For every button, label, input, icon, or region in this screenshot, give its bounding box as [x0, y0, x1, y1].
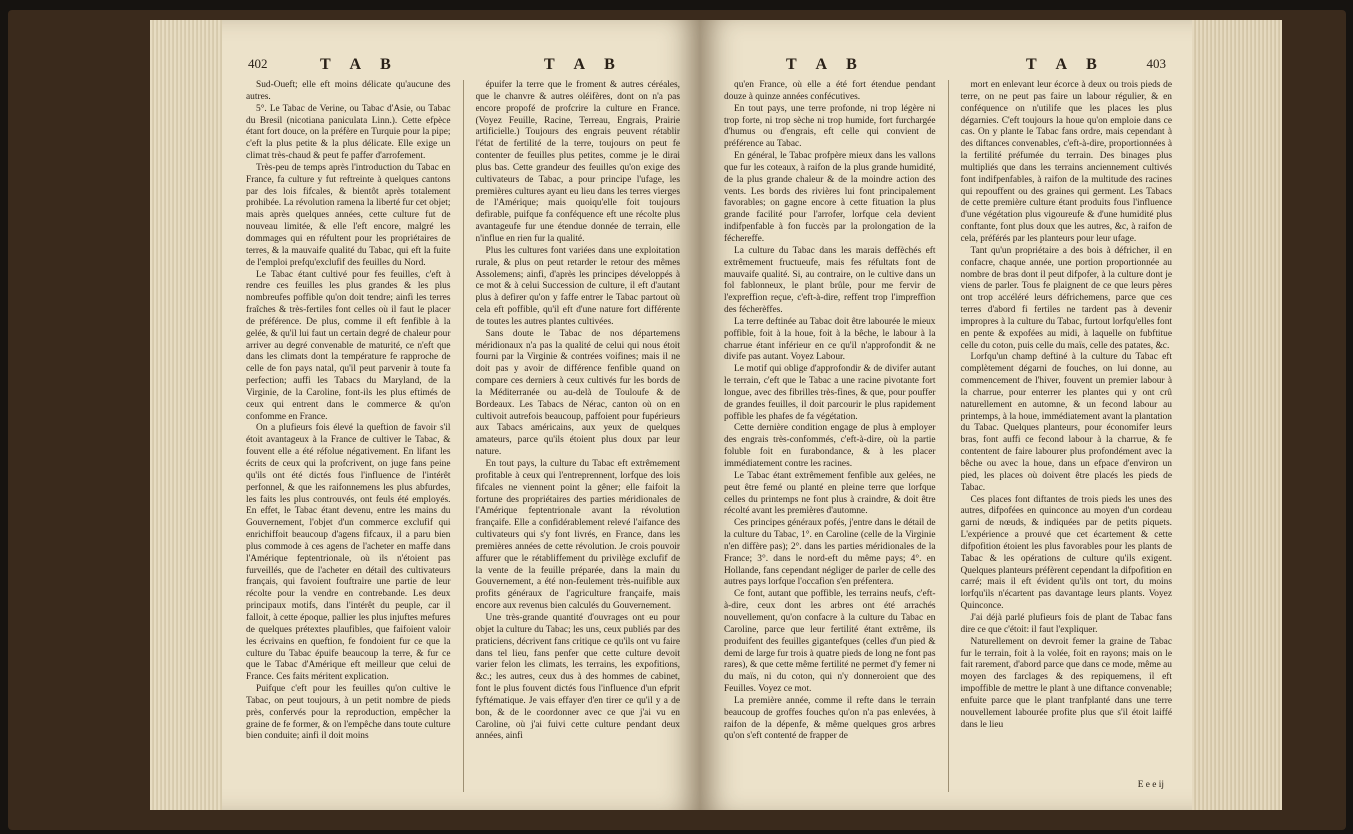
paragraph: Tant qu'un propriétaire a des bois à défricher, il en confacre, chaque année, une portion proportionnée au nombre de bras dont il peut difpofer, à la culture dont je viens de parler. Tous fe plaignent de ce que leurs pères ont trop accéléré leurs défrichemens, parce que ces terres d'abord fi fertiles ne tardent pas à devenir impropres à la culture du Tabac, furtout lorfqu'elles font en pente & expofées au midi, à laquelle on fubftitue celle du coton, puis celle du maïs, celle des patates, &c. — [960, 245, 1172, 351]
paragraph: En tout pays, la culture du Tabac eft extrêmement profitable à ceux qui l'entreprennent, lorfque des lois fifcales ne viennent point la gêner; elle faifoit la fortune des propriétaires des parties méridionales de l'Amérique feptentrionale avant la révolution françaife. Elle a confidérablement relevé l'aifance des cultivateurs qui s'y font livrés, en France, dans les premières années de cette révolution. Je crois pouvoir affurer que le rétabliffement du privilège exclufif de la vente de la feuille préparée, dans la main du Gouvernement, a été non-feulement très-nuifible aux profits généraux de l'agriculture françaife, mais encore aux revenus bien calculés du Gouvernement. — [475, 459, 680, 612]
page-number: 403 — [1146, 56, 1166, 71]
paragraph: Sud-Oueft; elle eft moins délicate qu'aucune des autres. — [246, 80, 451, 102]
running-head — [726, 56, 1166, 78]
paragraph: La terre deftinée au Tabac doit être labourée le mieux poffible, foit à la houe, foit à la bêche, le labour à la charrue étant inférieur en ce qu'il n'approfondit & ne divife pas autant. Voyez Labour. — [724, 316, 936, 363]
paragraph: Lorfqu'un champ deftiné à la culture du Tabac eft complètement dégarni de fouches, on lui donne, au commencement de l'hiver, fouvent un premier labour à la charrue, pour enterrer les plantes qui y ont crû naturellement en automne, & un fecond labour au printemps, à la houe, immédiatement avant la plantation du Tabac. Quelques planteurs, pour économifer leurs bras, font auffi ce fecond labour à la charrue, & fe contentent de faire labourer plus profondément avec la bêche ou avec la houe, dans un efpace d'environ un pied, les places où doivent être placés les pieds de Tabac. — [960, 352, 1172, 493]
paragraph: Ce font, autant que poffible, les terrains neufs, c'eft-à-dire, ceux dont les arbres ont été arrachés nouvellement, qu'on confacre à la culture du Tabac en Caroline, parce que leur fertilité étant extrême, ils produifent des feuilles gigantefques (celles d'un pied & demi de large fur trois à quatre pieds de long ne font pas rares), & que cette même fertilité ne permet d'y femer ni du maïs, ni du coton, qui n'y donneroient que des Feuilles. Voyez ce mot. — [724, 589, 936, 695]
headword: T A B — [320, 56, 399, 73]
paragraph: 5°. Le Tabac de Verine, ou Tabac d'Asie, ou Tabac du Bresil (nicotiana paniculata Linn.). Cette efpèce étant fort douce, on la préfère en Turquie pour la pipe; c'eft la plus petite & la plus délicate. Elle exige un climat très-chaud & peut fe paffer d'arrofement. — [246, 103, 451, 162]
text-columns — [724, 80, 1172, 792]
headword: T A B — [1026, 56, 1105, 73]
paragraph: Sans doute le Tabac de nos départemens méridionaux n'a pas la qualité de celui qui nous étoit fourni par la Virginie & contrées voifines; mais il ne doit pas y avoir de différence fenfible quand on compare ces derniers à ceux cultivés fur les bords de la Méditerranée ou au-delà de Touloufe & de Bordeaux. Les Tabacs de Nérac, canton où on en cultivoit autrefois beaucoup, paffoient pour fupérieurs aux Tabacs américains, aux yeux de quelques amateurs, parce qu'ils étoient plus doux par leur nature. — [475, 328, 680, 458]
paragraph: Plus les cultures font variées dans une exploitation rurale, & plus on peut retarder le retour des mêmes Assolemens; ainfi, d'après les principes développés à ce mot & à celui Succession de culture, il eft d'autant plus à defirer qu'on y faffe entrer le Tabac partout où cela eft poffible, qu'il eft d'une nature fort différente de toutes les autres plantes cultivées. — [475, 245, 680, 327]
paragraph: Cette dernière condition engage de plus à employer des engrais très-confommés, c'eft-à-dire, où la partie foluble foit en furabondance, & à les placer immédiatement contre les racines. — [724, 423, 936, 469]
paragraph: On a plufieurs fois élevé la queftion de favoir s'il étoit avantageux à la France de cultiver le Tabac, & fouvent elle a été réfolue négativement. En lifant les écrits de ceux qui la profcrivent, on juge fans peine qu'ils ont été dictés fous l'influence de l'intérêt perfonnel, & que les raifonnemens les plus abfurdes, les faits les plus controuvés, ont feuls été employés. En effet, le Tabac étant devenu, entre les mains du Gouvernement, l'objet d'un commerce exclufif qui enrichiffoit beaucoup d'agens fifcaux, il a paru bien plus commode à ces agens de l'acheter en maffe dans l'Amérique feptentrionale, où ils n'étoient pas furveillés, que de l'acheter en détail des cultivateurs français, qui favoient fouftraire une partie de leur récolte pour la vendre en contrebande. Les deux principaux motifs, dans l'intérêt du peuple, car il falloit, à cette époque, pallier les plus injuftes mefures de quelques prétextes plaufibles, que faifoient valoir les écrivains en queftion, fe fondoient fur ce que la culture du Tabac épuife beaucoup la terre, & fur ce que le Tabac d'Amérique eft meilleur que celui de France. Ces faits méritent explication. — [246, 423, 451, 683]
paragraph: J'ai déjà parlé plufieurs fois de plant de Tabac fans dire ce que c'étoit: il faut l'expliquer. — [960, 612, 1172, 635]
paragraph: La première année, comme il refte dans le terrain beaucoup de groffes fouches qu'on n'a pas enlevées, à raifon de la dépenfe, & même quelques gros arbres qu'on s'eft contenté de frapper de — [724, 695, 936, 742]
column-1 — [724, 80, 936, 792]
page-edges-right — [1192, 20, 1282, 810]
signature-mark: E e e ij — [1137, 780, 1164, 790]
column-2 — [961, 80, 1173, 792]
right-page — [700, 20, 1192, 810]
paragraph: Naturellement on devroit femer la graine de Tabac fur le terrain, foit à la volée, foit en rayons; mais on le fait rarement, d'abord parce que dans ce mode, même au moyen des farclages & des repiquemens, il eft impoffible de mettre le plant à une diftance convenable; enfuite parce que le plant tranfplanté dans une terre nouvellement labourée profite plus que s'il étoit laiffé dans le lieu — [960, 636, 1172, 730]
paragraph: Puifque c'eft pour les feuilles qu'on cultive le Tabac, on peut toujours, à un petit nombre de pieds près, confervés pour la reproduction, empêcher la graine de fe former, & on l'empêche dans toute culture bien conduite; ainfi il doit moins — [246, 684, 451, 742]
paragraph: En tout pays, une terre profonde, ni trop légère ni trop forte, ni trop sèche ni trop humide, fort furchargée d'humus ou d'engrais, eft celle qui convient de préférence au Tabac. — [724, 103, 936, 150]
paragraph: En général, le Tabac profpère mieux dans les vallons que fur les coteaux, à raifon de la plus grande humidité, de la plus grande chaleur & de la moindre action des vents. Les bords des rivières lui font principalement favorables; on gagne encore à cette fituation la plus grande facilité pour l'arrofer, lorfque cela devient indifpenfable à fon fuccès par la prolongation de la féchereffe. — [724, 151, 936, 244]
paragraph: qu'en France, où elle a été fort étendue pendant douze à quinze années confécutives. — [724, 80, 936, 102]
column-1 — [246, 80, 451, 792]
paragraph: Ces principes généraux pofés, j'entre dans le détail de la culture du Tabac, 1°. en Caroline (celle de la Virginie n'en diffère pas); 2°. dans les parties méridionales de la France; 3°. dans le nord-eft du même pays; 4°. en Hollande, fans cependant négliger de parler de celle des autres pays lorfque l'occafion s'en préfentera. — [724, 518, 936, 588]
page-number: 402 — [248, 56, 268, 71]
paragraph: Très-peu de temps après l'introduction du Tabac en France, fa culture y fut reftreinte à quelques cantons par des lois fifcales, & bientôt après totalement prohibée. La révolution ramena la liberté fur cet objet; mais après quelques années, cette culture fut de nouveau limitée, & elle l'eft encore, malgré les dommages qui en réfultent pour les propriétaires de terres, & la mauvaife qualité du Tabac, qui eft la fuite de l'emploi prefqu'exclufif des feuilles du Nord. — [246, 162, 451, 268]
paragraph: Ces places font diftantes de trois pieds les unes des autres, difpofées en quinconce au moyen d'un cordeau garni de nœuds, & indiquées par de petits piquets. L'expérience a prouvé que cet écartement & cette difpofition étoient les plus favorables pour les plants de Tabac & les opérations de culture qu'ils exigent. Quelques planteurs préfèrent cependant la difpofition en carré; mais il eft évident qu'ils ont tort, du moins lorfqu'ils n'écartent pas davantage leurs plants. Voyez Quinconce. — [960, 494, 1172, 612]
running-head — [248, 56, 674, 78]
headword: T A B — [786, 56, 865, 73]
paragraph: Le Tabac étant cultivé pour fes feuilles, c'eft à rendre ces feuilles les plus grandes & les plus nombreufes poffible qu'on doit tendre; ainfi les terres fraîches & très-fertiles font celles où il faut le placer de préférence. De plus, comme il eft fenfible à la gelée, & qu'il lui faut un certain degré de chaleur pour arriver au degré convenable de maturité, ce n'eft que dans les climats dont la température fe rapproche de celle de fon pays natal, qu'il peut parvenir à toute fa perfection; auffi les Tabacs du Maryland, de la Virginie, de la Caroline, font-ils les plus eftimés de ceux qui entrent dans le commerce & qu'on confomme en France. — [246, 269, 451, 422]
text-columns — [246, 80, 680, 792]
paragraph: Une très-grande quantité d'ouvrages ont eu pour objet la culture du Tabac; les uns, ceux publiés par des praticiens, décrivent fans critique ce qu'ils ont vu faire dans tel lieu, fans penfer que cette culture devoit varier felon les climats, les terrains, les expofitions, &c.; les autres, ceux dus à des hommes de cabinet, font le plus fouvent dictés fous l'influence d'un efprit fyftématique. Je vais effayer d'en tirer ce qu'il y a de bon, & de le coordonner avec ce que j'ai vu en Caroline, où j'ai fuivi cette culture pendant deux années, ainfi — [475, 612, 680, 742]
paragraph: Le Tabac étant extrêmement fenfible aux gelées, ne peut être femé ou planté en pleine terre que lorfque celles du printemps ne font plus à craindre, & doit être récolté avant les premières d'automne. — [724, 470, 936, 517]
page-edges-left — [150, 20, 222, 810]
paragraph: épuifer la terre que le froment & autres céréales, que le chanvre & autres oléifères, dont on n'a pas encore propofé de profcrire la culture en France. (Voyez Feuille, Racine, Terreau, Engrais, Prairie artificielle.) Toujours des engrais peuvent rétablir l'état de fertilité de la terre, toujours on peut fe contenter de feuilles plus petites, comme je le dirai plus bas. Cette grandeur des feuilles qu'on exige des cultivateurs de Tabac, a pour principe l'ufage, les premières cultures ayant eu lieu dans les terres vierges de l'Amérique; mais quoiqu'elle foit toujours defirable, puifque fa conféquence eft une récolte plus avantageufe fur une étendue donnée de terrain, elle n'influe en rien fur la qualité. — [475, 80, 680, 244]
column-2 — [476, 80, 681, 792]
left-page — [222, 20, 700, 810]
column-rule — [463, 80, 464, 792]
paragraph: mort en enlevant leur écorce à deux ou trois pieds de terre, on ne peut pas faire un labour régulier, & en conféquence on n'utilife que les places les plus dégarnies. C'eft toujours la houe qu'on emploie dans ce cas. On y plante le Tabac fans ordre, mais cependant à des diftances convenables, c'eft-à-dire, proportionnées à la fertilité préfumée du terrain. Des binages plus multipliés que dans les terrains anciennement cultivés font indifpenfables, à raifon de la multitude des racines qui repouffent ou des graines qui germent. Les Tabacs de cette première culture étant produits fous l'influence d'une végétation plus vigoureufe & d'une humidité plus conftante, font plus doux que les autres, &c, à raifon de cela, préférés par les planteurs pour leur ufage. — [960, 80, 1172, 244]
paragraph: La culture du Tabac dans les marais deffèchés eft extrêmement fructueufe, mais fes réfultats font de mauvaife qualité. Si, au contraire, on le cultive dans un fol fablonneux, le plant brûle, pour me fervir de l'expreffion reçue, c'eft-à-dire, reffent trop l'impreffion des fécherèffes. — [724, 245, 936, 316]
paragraph: Le motif qui oblige d'approfondir & de divifer autant le terrain, c'eft que le Tabac a une racine pivotante fort longue, avec des fibrilles très-fines, & que, pour pouffer de grandes feuilles, il doit parcourir le plus rapidement poffible les phafes de fa végétation. — [724, 364, 936, 422]
headword: T A B — [544, 56, 623, 73]
column-rule — [948, 80, 949, 792]
